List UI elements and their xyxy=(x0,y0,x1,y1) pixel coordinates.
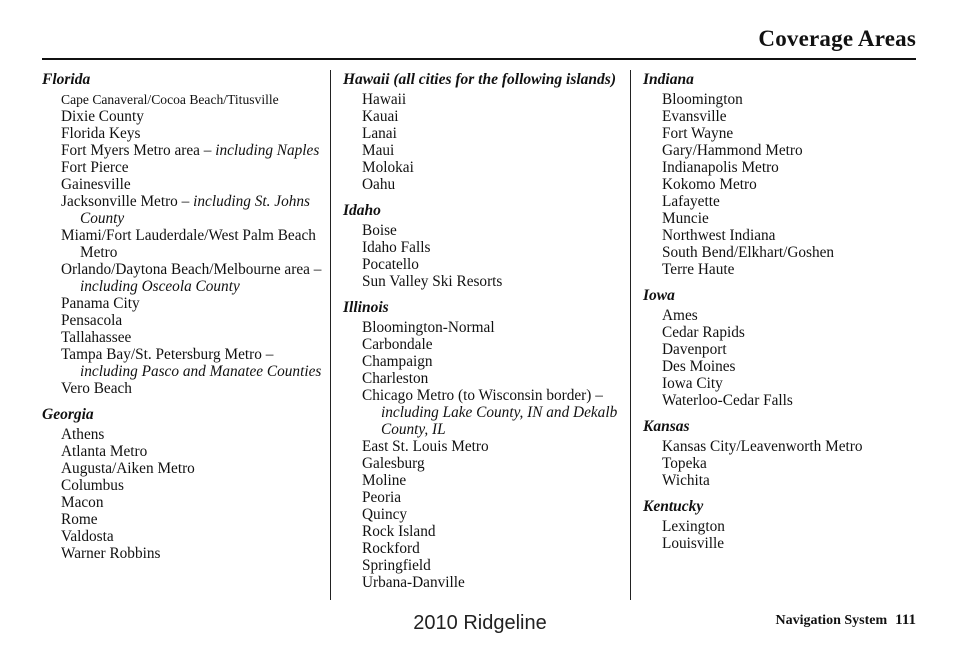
area-name: Valdosta xyxy=(61,528,114,545)
area-name: Athens xyxy=(61,426,105,443)
page-number: 111 xyxy=(895,612,916,628)
area-name: Orlando/Daytona Beach/Melbourne area – xyxy=(61,261,322,278)
coverage-area-item xyxy=(343,506,628,523)
state-heading: Florida xyxy=(42,71,91,88)
coverage-area-item xyxy=(343,574,628,591)
area-name: Boise xyxy=(362,222,397,239)
area-note: including St. Johns County xyxy=(80,193,310,227)
coverage-area-item xyxy=(343,438,628,455)
area-name: Kokomo Metro xyxy=(662,176,757,193)
area-name: Champaign xyxy=(362,353,433,370)
coverage-area-item xyxy=(343,336,628,353)
coverage-area-item xyxy=(42,193,327,227)
area-name: Maui xyxy=(362,142,395,159)
coverage-area-item xyxy=(42,545,327,562)
area-name: Miami/Fort Lauderdale/West Palm Beach Metro xyxy=(61,227,316,261)
area-name: Muncie xyxy=(662,210,709,227)
coverage-area-item xyxy=(343,108,628,125)
coverage-area-item xyxy=(643,375,918,392)
area-name: Iowa City xyxy=(662,375,723,392)
area-name: Terre Haute xyxy=(662,261,735,278)
area-name: Jacksonville Metro – xyxy=(61,193,194,210)
coverage-area-item xyxy=(42,443,327,460)
area-name: Carbondale xyxy=(362,336,433,353)
coverage-area-item xyxy=(643,455,918,472)
area-name: Fort Pierce xyxy=(61,159,129,176)
area-name: Pocatello xyxy=(362,256,419,273)
footer-section-name: Navigation System xyxy=(775,613,888,628)
coverage-area-item xyxy=(42,426,327,443)
area-name: Lafayette xyxy=(662,193,720,210)
coverage-area-item xyxy=(42,108,327,125)
coverage-area-item xyxy=(643,438,918,455)
coverage-area-item xyxy=(42,329,327,346)
state-heading: Hawaii (all cities for the following islands) xyxy=(343,71,616,88)
area-name: Charleston xyxy=(362,370,429,387)
area-name: Indianapolis Metro xyxy=(662,159,779,176)
column-divider xyxy=(630,70,631,600)
coverage-area-item xyxy=(343,142,628,159)
area-name: Idaho Falls xyxy=(362,239,431,256)
coverage-area-item xyxy=(42,227,327,261)
coverage-area-item xyxy=(643,341,918,358)
area-name: Hawaii xyxy=(362,91,407,108)
coverage-area-item xyxy=(643,142,918,159)
coverage-area-item xyxy=(42,91,327,108)
coverage-area-item xyxy=(42,380,327,397)
area-name: Gary/Hammond Metro xyxy=(662,142,803,159)
area-name: Vero Beach xyxy=(61,380,132,397)
area-name: Chicago Metro (to Wisconsin border) xyxy=(362,387,596,404)
area-name: Lanai xyxy=(362,125,397,142)
area-name: Rockford xyxy=(362,540,420,557)
area-name: Florida Keys xyxy=(61,125,141,142)
area-name: Pensacola xyxy=(61,312,123,329)
area-name: Waterloo-Cedar Falls xyxy=(662,392,793,409)
coverage-area-item xyxy=(343,387,628,438)
state-heading: Iowa xyxy=(643,287,675,304)
area-name: Gainesville xyxy=(61,176,131,193)
coverage-area-item xyxy=(42,511,327,528)
area-name: Bloomington-Normal xyxy=(362,319,495,336)
coverage-area-item xyxy=(42,312,327,329)
area-name: Northwest Indiana xyxy=(662,227,776,244)
coverage-area-item xyxy=(643,518,918,535)
coverage-area-item xyxy=(643,535,918,552)
area-name: Tampa Bay/St. Petersburg Metro – xyxy=(61,346,274,363)
coverage-area-item xyxy=(343,489,628,506)
coverage-area-item xyxy=(343,455,628,472)
coverage-area-item xyxy=(643,324,918,341)
coverage-area-item xyxy=(643,261,918,278)
state-heading: Indiana xyxy=(643,71,694,88)
column-1 xyxy=(42,68,327,562)
coverage-area-item xyxy=(42,460,327,477)
coverage-area-item xyxy=(343,239,628,256)
area-name: Springfield xyxy=(362,557,431,574)
area-name: Sun Valley Ski Resorts xyxy=(362,273,503,290)
area-name: Louisville xyxy=(662,535,725,552)
area-name: Kansas City/Leavenworth Metro xyxy=(662,438,863,455)
coverage-area-item xyxy=(343,159,628,176)
state-heading: Kansas xyxy=(643,418,690,435)
coverage-area-item xyxy=(42,295,327,312)
column-3 xyxy=(643,68,918,552)
state-heading: Illinois xyxy=(343,299,389,316)
area-note: including Pasco and Manatee Counties xyxy=(80,363,322,380)
area-name: Columbus xyxy=(61,477,124,494)
coverage-area-item xyxy=(643,227,918,244)
coverage-area-item xyxy=(343,370,628,387)
area-name: Bloomington xyxy=(662,91,743,108)
area-note: including Osceola County xyxy=(80,278,240,295)
area-name: Dixie County xyxy=(61,108,144,125)
area-name: South Bend/Elkhart/Goshen xyxy=(662,244,835,261)
state-heading: Kentucky xyxy=(643,498,704,515)
coverage-area-item xyxy=(42,176,327,193)
coverage-area-item xyxy=(42,477,327,494)
coverage-area-item xyxy=(42,142,327,159)
area-name: Macon xyxy=(61,494,104,511)
state-heading: Georgia xyxy=(42,406,94,423)
coverage-area-item xyxy=(343,273,628,290)
area-name: Augusta/Aiken Metro xyxy=(61,460,195,477)
area-note: – including Lake County, IN and Dekalb County, IL xyxy=(381,387,618,438)
coverage-area-item xyxy=(343,222,628,239)
area-name: Cape Canaveral/Cocoa Beach/Titusville xyxy=(61,92,279,107)
area-name: Cedar Rapids xyxy=(662,324,745,341)
coverage-area-item xyxy=(343,176,628,193)
area-name: Davenport xyxy=(662,341,727,358)
area-name: Ames xyxy=(662,307,698,324)
area-name: Peoria xyxy=(362,489,402,506)
coverage-area-item xyxy=(643,472,918,489)
area-name: Wichita xyxy=(662,472,710,489)
page-title: Coverage Areas xyxy=(758,26,916,51)
area-name: Kauai xyxy=(362,108,399,125)
coverage-area-item xyxy=(343,319,628,336)
area-name: Evansville xyxy=(662,108,727,125)
coverage-area-item xyxy=(343,557,628,574)
coverage-area-item xyxy=(643,159,918,176)
coverage-area-item xyxy=(643,91,918,108)
watermark: 2010 Ridgeline xyxy=(413,612,547,634)
area-name: Moline xyxy=(362,472,407,489)
area-name: Warner Robbins xyxy=(61,545,161,562)
coverage-area-item xyxy=(643,392,918,409)
area-name: Topeka xyxy=(662,455,707,472)
area-name: Lexington xyxy=(662,518,725,535)
coverage-area-item xyxy=(643,125,918,142)
state-heading: Idaho xyxy=(343,202,381,219)
coverage-area-item xyxy=(343,472,628,489)
coverage-area-item xyxy=(42,346,327,380)
area-name: Rome xyxy=(61,511,98,528)
coverage-area-item xyxy=(42,494,327,511)
area-name: Rock Island xyxy=(362,523,436,540)
coverage-area-item xyxy=(42,261,327,295)
coverage-area-item xyxy=(343,540,628,557)
coverage-area-item xyxy=(42,528,327,545)
coverage-area-item xyxy=(343,256,628,273)
area-name: Quincy xyxy=(362,506,408,523)
coverage-area-item xyxy=(643,358,918,375)
coverage-area-item xyxy=(643,108,918,125)
coverage-area-item xyxy=(643,193,918,210)
coverage-area-item xyxy=(343,523,628,540)
coverage-area-item xyxy=(643,244,918,261)
area-name: Panama City xyxy=(61,295,140,312)
area-name: East St. Louis Metro xyxy=(362,438,489,455)
coverage-area-item xyxy=(643,176,918,193)
coverage-area-item xyxy=(42,159,327,176)
area-name: Oahu xyxy=(362,176,396,193)
area-name: Fort Wayne xyxy=(662,125,734,142)
coverage-area-item xyxy=(343,125,628,142)
column-divider xyxy=(330,70,331,600)
area-name: Urbana-Danville xyxy=(362,574,465,591)
coverage-area-item xyxy=(42,125,327,142)
area-note: including Naples xyxy=(215,142,320,159)
coverage-area-item xyxy=(343,353,628,370)
coverage-area-item xyxy=(343,91,628,108)
coverage-area-item xyxy=(643,307,918,324)
area-name: Fort Myers Metro area – xyxy=(61,142,216,159)
area-name: Atlanta Metro xyxy=(61,443,148,460)
title-rule xyxy=(42,58,916,60)
area-name: Tallahassee xyxy=(61,329,132,346)
column-2 xyxy=(343,68,628,591)
area-name: Galesburg xyxy=(362,455,425,472)
area-name: Des Moines xyxy=(662,358,736,375)
coverage-area-item xyxy=(643,210,918,227)
area-name: Molokai xyxy=(362,159,414,176)
